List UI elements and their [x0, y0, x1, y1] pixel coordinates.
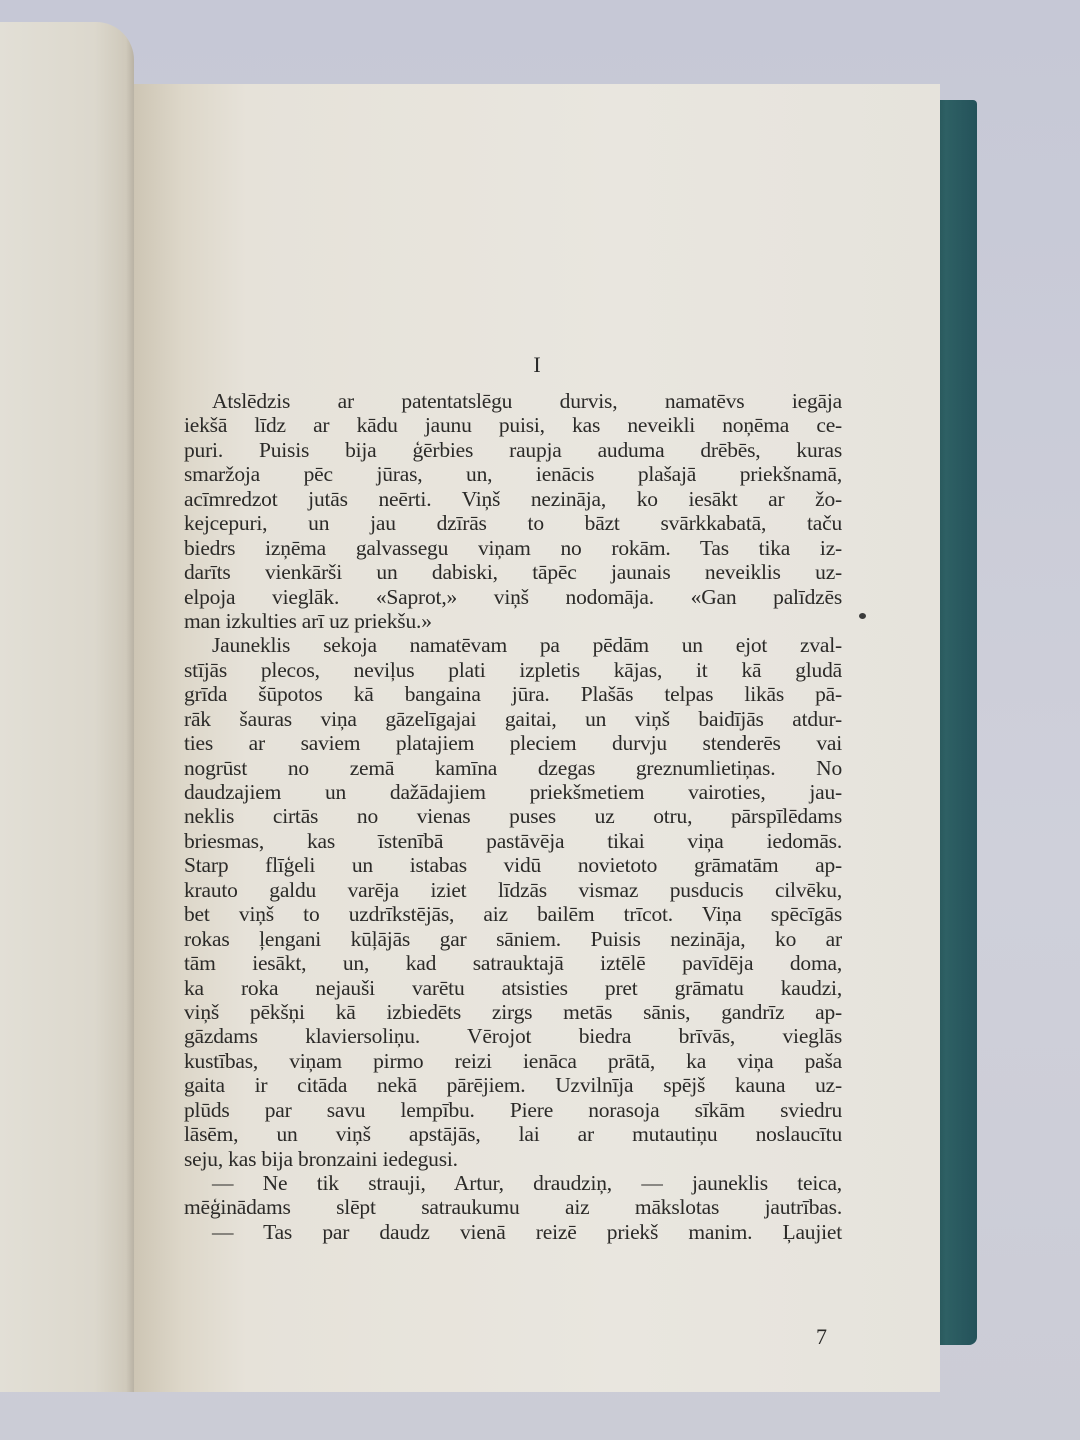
text-line: — Ne tik strauji, Artur, draudziņ, — jauneklis teica, — [212, 1171, 842, 1195]
text-line: rokas ļengani kūļājās gar sāniem. Puisis nezināja, ko ar — [184, 926, 842, 951]
ink-speck — [859, 613, 866, 619]
previous-page — [0, 22, 134, 1392]
text-line: seju, kas bija bronzaini iedegusi. — [184, 1146, 458, 1171]
text-line: man izkulties arī uz priekšu.» — [184, 608, 432, 633]
text-line: ties ar saviem platajiem pleciem durvju stenderēs vai — [184, 731, 842, 756]
text-line: plūds par savu lempību. Piere norasoja sīkām sviedru — [184, 1097, 842, 1122]
text-line: iekšā līdz ar kādu jaunu puisi, kas neveikli noņēma ce- — [184, 413, 842, 438]
paragraph — [184, 633, 842, 1171]
text-line: biedrs izņēma galvassegu viņam no rokām. Tas tika iz- — [184, 535, 842, 560]
text-line: Jauneklis sekoja namatēvam pa pēdām un ejot zval- — [212, 633, 842, 658]
text-line: acīmredzot jutās neērti. Viņš nezināja, ko iesākt ar žo- — [184, 486, 842, 511]
text-line: rāk šauras viņa gāzelīgajai gaitai, un viņš baidījās atdur- — [184, 706, 842, 731]
text-line: bet viņš to uzdrīkstējās, aiz bailēm trīcot. Viņa spēcīgās — [184, 902, 842, 927]
text-line: stījās plecos, neviļus plati izpletis kājas, it kā gludā — [184, 657, 842, 682]
text-line: lāsēm, un viņš apstājās, lai ar mutautiņu noslaucītu — [184, 1122, 842, 1147]
paragraph — [184, 1171, 842, 1220]
text-line: daudzajiem un dažādajiem priekšmetiem vairoties, jau- — [184, 780, 842, 804]
body-text — [184, 389, 842, 1244]
page-number: 7 — [816, 1324, 827, 1349]
text-line: briesmas, kas īstenībā pastāvēja tikai viņa iedomās. — [184, 828, 842, 853]
paragraph — [184, 1220, 842, 1244]
text-line: viņš pēkšņi kā izbiedēts zirgs metās sānis, gandrīz ap- — [184, 999, 842, 1024]
text-line: tām iesākt, un, kad satrauktajā iztēlē pavīdēja doma, — [184, 951, 842, 976]
text-line: Atslēdzis ar patentatslēgu durvis, namatēvs iegāja — [212, 389, 842, 413]
text-line: — Tas par daudz vienā reizē priekš manim. Ļaujiet — [212, 1219, 842, 1244]
text-line: nogrūst no zemā kamīna dzegas greznumlietiņas. No — [184, 755, 842, 780]
text-line: kustības, viņam pirmo reizi ienāca prātā, ka viņa paša — [184, 1048, 842, 1073]
chapter-number: I — [533, 352, 541, 377]
text-line: gaita ir citāda nekā pārējiem. Uzvilnīja spējš kauna uz- — [184, 1073, 842, 1098]
text-line: neklis cirtās no vienas puses uz otru, pārspīlēdams — [184, 804, 842, 829]
text-line: grīda šūpotos kā bangaina jūra. Plašās telpas likās pā- — [184, 682, 842, 707]
text-line: krauto galdu varēja iziet līdzās vismaz pusducis cilvēku, — [184, 877, 842, 902]
text-line: kejcepuri, un jau dzīrās to bāzt svārkkabatā, taču — [184, 511, 842, 536]
text-line: Starp flīģeli un istabas vidū novietoto grāmatām ap- — [184, 853, 842, 878]
text-line: darīts vienkārši un dabiski, tāpēc jaunais neveiklis uz- — [184, 560, 842, 585]
text-line: puri. Puisis bija ģērbies raupja auduma drēbēs, kuras — [184, 437, 842, 462]
paragraph — [184, 389, 842, 633]
text-line: mēģinādams slēpt satraukumu aiz mākslotas jautrības. — [184, 1195, 842, 1220]
book-page — [134, 84, 940, 1392]
text-line: smaržoja pēc jūras, un, ienācis plašajā priekšnamā, — [184, 462, 842, 487]
text-line: elpoja vieglāk. «Saprot,» viņš nodomāja. «Gan palīdzēs — [184, 584, 842, 609]
text-line: gāzdams klaviersoliņu. Vērojot biedra brīvās, vieglās — [184, 1024, 842, 1049]
text-line: ka roka nejauši varētu atsisties pret grāmatu kaudzi, — [184, 975, 842, 1000]
